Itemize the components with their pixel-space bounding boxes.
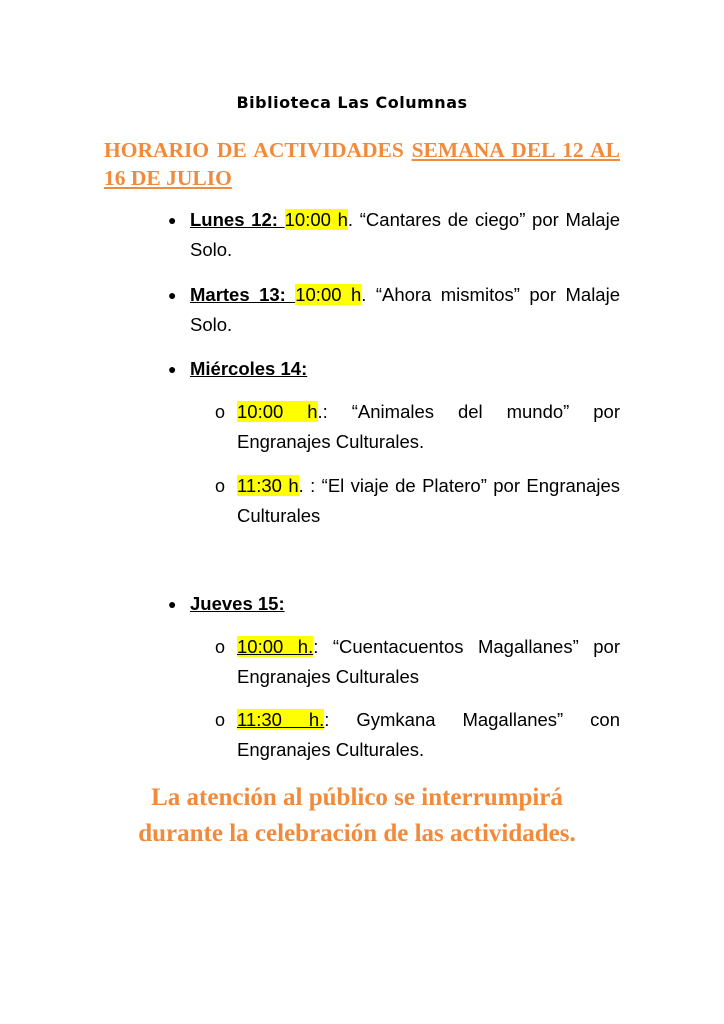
day-label: Jueves 15: [190,593,285,614]
day-label: Lunes 12: [190,209,285,230]
time-highlight: 10:00 h. [237,636,314,657]
notice-line-1: La atención al público se interrumpirá [151,784,563,811]
bullet-icon: ● [168,212,177,228]
bullet-icon: ● [168,596,177,612]
activity-text: : Gymkana Magallanes” con Engranajes Culturales. [237,709,620,760]
activity-text: . : “El viaje de Platero” por Engranajes Culturales [237,475,620,526]
circle-bullet-icon: o [215,402,226,422]
heading-prefix: HORARIO DE ACTIVIDADES [104,138,412,162]
schedule-item-wednesday [168,354,620,384]
library-title [0,93,724,112]
notice-line-2: durante la celebración de las actividades. [138,820,576,847]
heading-week: SEMANA DEL 12 AL 16 DE JULIO [104,138,620,190]
sub-item-wednesday-1 [215,397,620,457]
activity-text: .: “Animales del mundo” por Engranajes Culturales. [237,401,620,452]
schedule-item-tuesday [168,280,620,340]
schedule-item-thursday [168,589,620,619]
library-name: Biblioteca Las Columnas [236,93,468,112]
bullet-icon: ● [168,361,177,377]
time-highlight: 10:00 h [295,284,362,305]
activity-text: . “Ahora mismitos” por Malaje Solo. [190,284,620,335]
service-notice [0,780,724,852]
time-highlight: 11:30 h. [237,709,325,730]
circle-bullet-icon: o [215,710,226,730]
schedule-item-monday [168,205,620,265]
circle-bullet-icon: o [215,476,226,496]
circle-bullet-icon: o [215,637,226,657]
activity-text: : “Cuentacuentos Magallanes” por Engranajes Culturales [237,636,620,687]
sub-item-wednesday-2 [215,471,620,531]
sub-item-thursday-2 [215,705,620,765]
bullet-icon: ● [168,287,177,303]
time-highlight: 11:30 h [237,475,299,496]
day-label: Miércoles 14: [190,358,308,379]
activity-text: . “Cantares de ciego” por Malaje Solo. [190,209,620,260]
time-highlight: 10:00 h [284,209,348,230]
day-label: Martes 13: [190,284,296,305]
sub-item-thursday-1 [215,632,620,692]
schedule-heading [104,136,620,192]
time-highlight: 10:00 h [237,401,318,422]
